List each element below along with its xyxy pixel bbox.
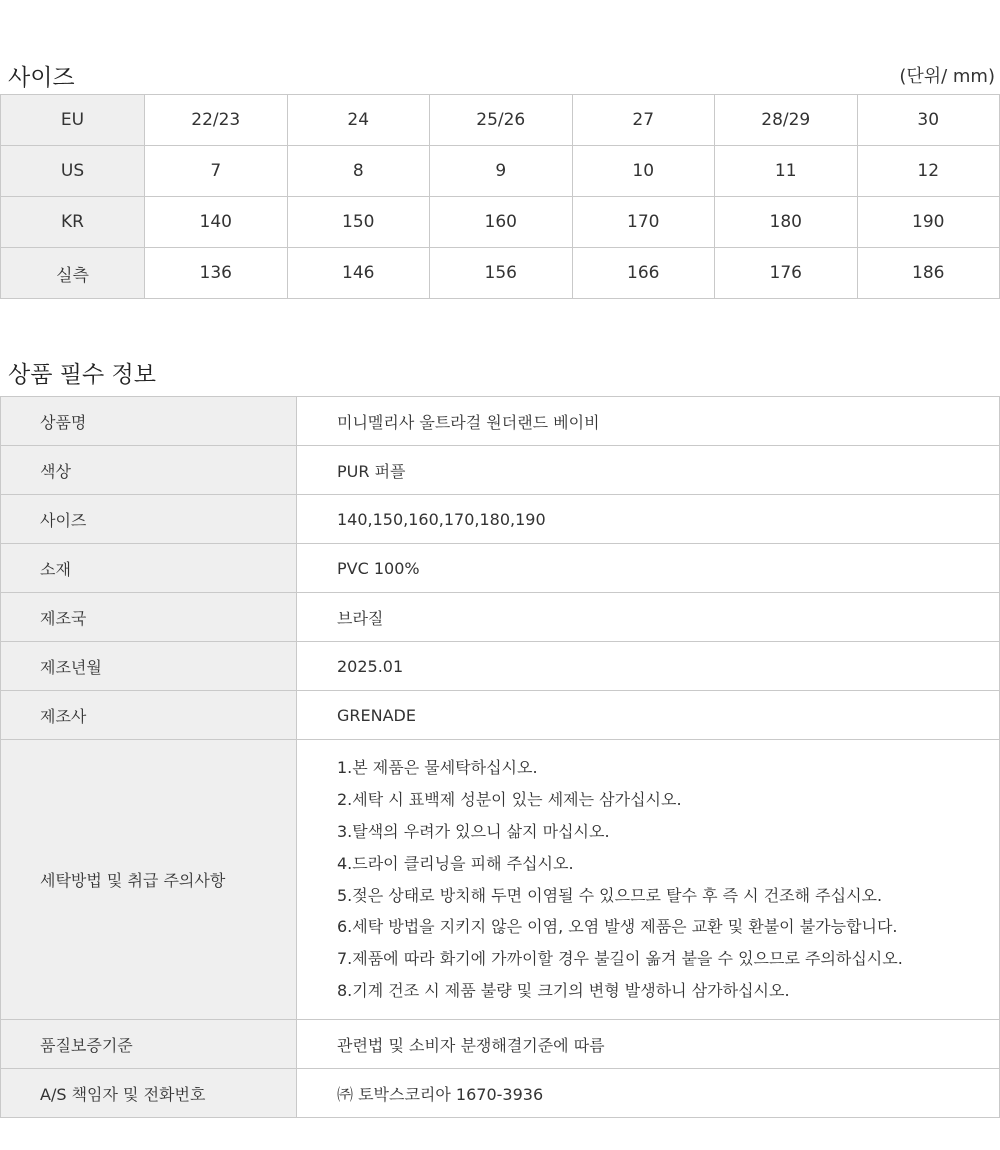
info-row [1, 1069, 1000, 1118]
size-row-label: 실측 [1, 248, 145, 299]
size-row-us [1, 146, 1000, 197]
care-instructions-list [337, 752, 999, 1006]
info-row [1, 446, 1000, 495]
size-cell: 7 [145, 146, 288, 197]
size-cell: 190 [857, 197, 1000, 248]
info-row [1, 397, 1000, 446]
care-instruction: 3.탈색의 우려가 있으니 삶지 마십시오. [337, 821, 610, 841]
size-cell: 140 [145, 197, 288, 248]
info-label: 소재 [1, 544, 297, 593]
size-row-label: US [1, 146, 145, 197]
info-label: 제조년월 [1, 642, 297, 691]
info-value: 관련법 및 소비자 분쟁해결기준에 따름 [297, 1020, 1000, 1069]
product-info-table [0, 396, 1000, 1118]
size-cell: 12 [857, 146, 1000, 197]
size-cell: 11 [715, 146, 858, 197]
info-value: 2025.01 [297, 642, 1000, 691]
care-instruction: 4.드라이 클리닝을 피해 주십시오. [337, 853, 574, 873]
info-row [1, 1020, 1000, 1069]
info-row [1, 593, 1000, 642]
info-label: 사이즈 [1, 495, 297, 544]
info-row [1, 691, 1000, 740]
size-table [0, 94, 1000, 299]
size-row-kr [1, 197, 1000, 248]
info-section-header [0, 352, 1000, 392]
info-value: 브라질 [297, 593, 1000, 642]
care-instruction: 8.기계 건조 시 제품 불량 및 크기의 변형 발생하니 삼가하십시오. [337, 980, 790, 1000]
size-cell: 176 [715, 248, 858, 299]
size-cell: 160 [430, 197, 573, 248]
info-value: PVC 100% [297, 544, 1000, 593]
size-cell: 146 [287, 248, 430, 299]
info-section-title: 상품 필수 정보 [8, 361, 156, 388]
info-label: 제조사 [1, 691, 297, 740]
size-row-eu [1, 95, 1000, 146]
size-cell: 166 [572, 248, 715, 299]
info-row [1, 642, 1000, 691]
info-value: 140,150,160,170,180,190 [297, 495, 1000, 544]
info-label: 색상 [1, 446, 297, 495]
size-cell: 25/26 [430, 95, 573, 146]
size-row-measured [1, 248, 1000, 299]
size-cell: 30 [857, 95, 1000, 146]
size-row-label: KR [1, 197, 145, 248]
care-instruction: 6.세탁 방법을 지키지 않은 이염, 오염 발생 제품은 교환 및 환불이 불가능합니다. [337, 917, 898, 937]
info-label: 품질보증기준 [1, 1020, 297, 1069]
care-value [297, 740, 1000, 1020]
size-unit-label: (단위/ mm) [899, 66, 995, 87]
care-instruction: 2.세탁 시 표백제 성분이 있는 세제는 삼가십시오. [337, 790, 682, 810]
size-cell: 186 [857, 248, 1000, 299]
care-instruction: 7.제품에 따라 화기에 가까이할 경우 불길이 옮겨 붙을 수 있으므로 주의하십시오. [337, 949, 903, 969]
info-value: 미니멜리사 울트라걸 원더랜드 베이비 [297, 397, 1000, 446]
size-cell: 22/23 [145, 95, 288, 146]
info-label: 상품명 [1, 397, 297, 446]
size-section-header [0, 55, 1000, 95]
care-instruction: 5.젖은 상태로 방치해 두면 이염될 수 있으므로 탈수 후 즉 시 건조해 주십시오. [337, 885, 883, 905]
size-cell: 9 [430, 146, 573, 197]
size-cell: 170 [572, 197, 715, 248]
size-cell: 8 [287, 146, 430, 197]
size-row-label: EU [1, 95, 145, 146]
size-cell: 136 [145, 248, 288, 299]
size-cell: 24 [287, 95, 430, 146]
care-instruction: 1.본 제품은 물세탁하십시오. [337, 758, 538, 778]
info-value: ㈜ 토박스코리아 1670-3936 [297, 1069, 1000, 1118]
size-cell: 28/29 [715, 95, 858, 146]
size-cell: 27 [572, 95, 715, 146]
size-cell: 156 [430, 248, 573, 299]
info-label: 제조국 [1, 593, 297, 642]
info-row [1, 495, 1000, 544]
info-value: GRENADE [297, 691, 1000, 740]
info-row [1, 544, 1000, 593]
size-cell: 10 [572, 146, 715, 197]
care-row [1, 740, 1000, 1020]
size-cell: 150 [287, 197, 430, 248]
size-section-title: 사이즈 [8, 64, 75, 91]
size-cell: 180 [715, 197, 858, 248]
info-label: A/S 책임자 및 전화번호 [1, 1069, 297, 1118]
info-value: PUR 퍼플 [297, 446, 1000, 495]
care-label: 세탁방법 및 취급 주의사항 [1, 740, 297, 1020]
